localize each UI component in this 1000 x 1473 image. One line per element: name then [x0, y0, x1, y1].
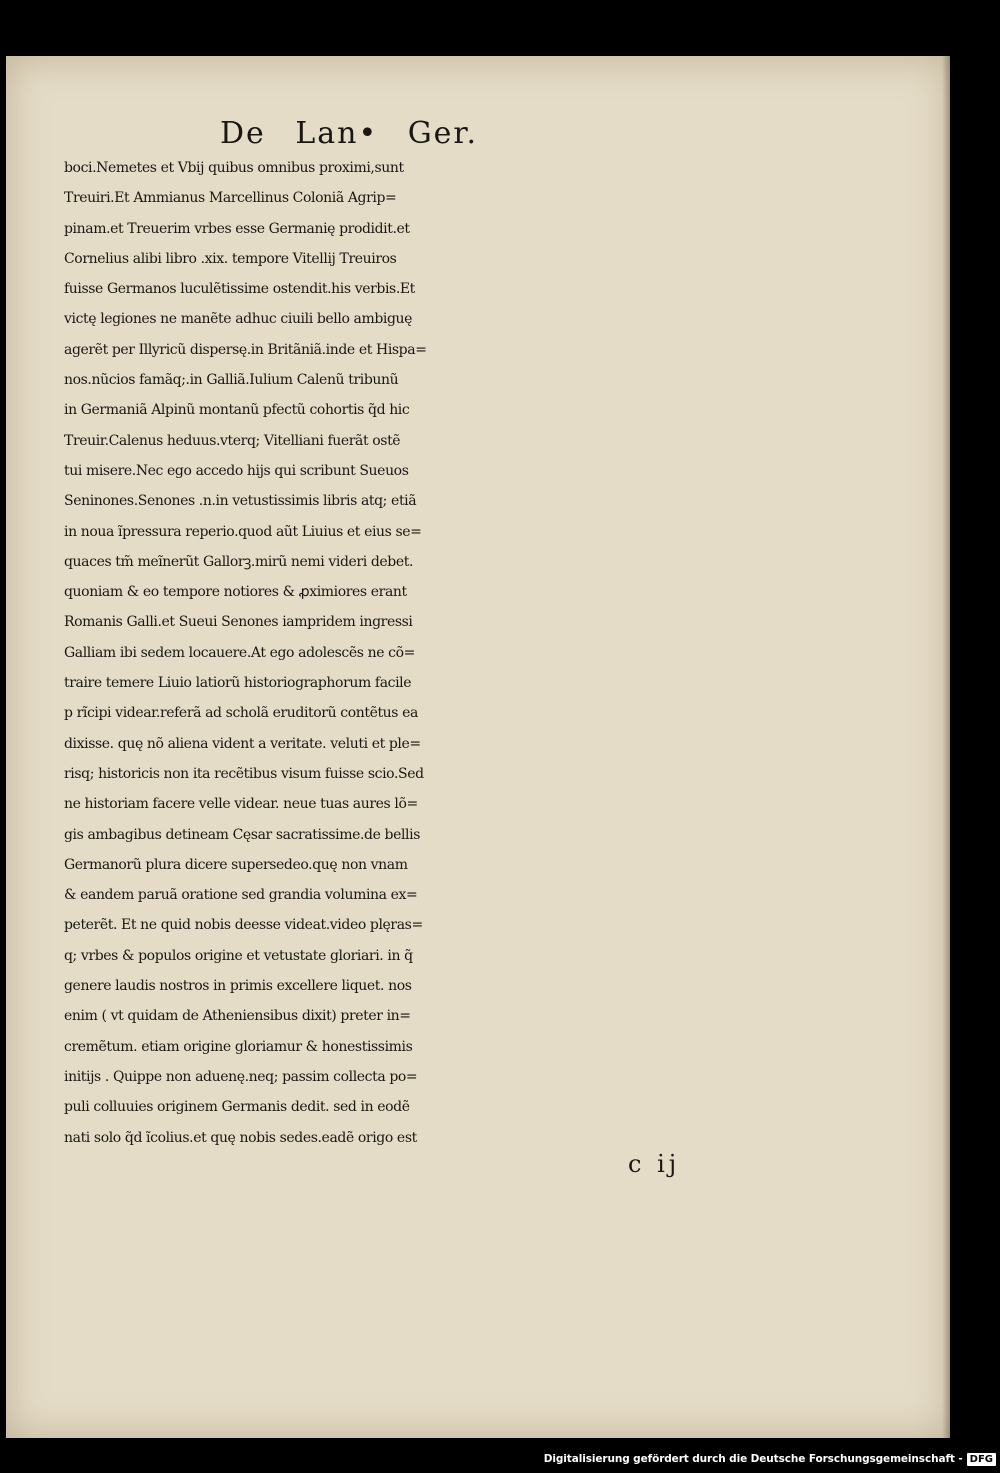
- text-line: agerẽt per Illyricũ dispersę.in Britãniã.inde et Hispa=: [64, 341, 427, 358]
- text-line: Treuiri.Et Ammianus Marcellinus Coloniã Agrip=: [64, 190, 397, 207]
- text-line: risq; historicis non ita recẽtibus visum fuisse scio.Sed: [64, 765, 424, 782]
- signature-mark: c ij: [628, 1150, 681, 1178]
- text-line: tui misere.Nec ego accedo hijs qui scribunt Sueuos: [64, 462, 409, 479]
- text-line: Treuir.Calenus heduus.vterq; Vitelliani fuerãt ostẽ: [64, 432, 401, 449]
- text-line: cremẽtum. etiam origine gloriamur & honestissimis: [64, 1038, 413, 1055]
- text-line: Seninones.Senones .n.in vetustissimis libris atq; etiã: [64, 493, 417, 510]
- text-line: fuisse Germanos luculẽtissime ostendit.his verbis.Et: [64, 281, 415, 298]
- text-line: Romanis Galli.et Sueui Senones iampridem ingressi: [64, 614, 413, 631]
- text-line: in Germaniã Alpinũ montanũ pfectũ cohortis q̃d hic: [64, 402, 410, 419]
- text-line: pinam.et Treuerim vrbes esse Germanię prodidit.et: [64, 220, 410, 237]
- text-line: puli colluuies originem Germanis dedit. sed in eodẽ: [64, 1099, 410, 1116]
- text-line: quaces tm̃ meĩnerũt Gallorꝫ.mirũ nemi videri debet.: [64, 553, 414, 570]
- text-line: ne historiam facere velle videar. neue tuas aures lõ=: [64, 796, 418, 813]
- text-line: Germanorũ plura dicere supersedeo.quę non vnam: [64, 856, 408, 873]
- text-line: genere laudis nostros in primis excellere liquet. nos: [64, 978, 412, 995]
- text-line: traire temere Liuio latiorũ historiographorum facile: [64, 675, 412, 692]
- text-line: boci.Nemetes et Vbij quibus omnibus proximi,sunt: [64, 160, 404, 176]
- text-line: enim ( vt quidam de Atheniensibus dixit) preter in=: [64, 1008, 411, 1025]
- text-line: p rĩcipi videar.referã ad scholã eruditorũ contẽtus ea: [64, 705, 418, 722]
- text-line: nos.nũcios famãq;.in Galliã.Iulium Calenũ tribunũ: [64, 372, 399, 389]
- text-line: gis ambagibus detineam Cęsar sacratissime.de bellis: [64, 826, 420, 843]
- footer-credit: [544, 1451, 996, 1467]
- running-header: De Lan• Ger.: [220, 116, 479, 151]
- text-line: victę legiones ne manẽte adhuc ciuili bello ambiguę: [64, 311, 413, 328]
- text-line: initijs . Quippe non aduenę.neq; passim collecta po=: [64, 1068, 418, 1085]
- text-line: Galliam ibi sedem locauere.At ego adolescẽs ne cõ=: [64, 644, 415, 661]
- text-line: peterẽt. Et ne quid nobis deesse videat.video plęras=: [64, 917, 423, 934]
- text-line: & eandem paruã oratione sed grandia volumina ex=: [64, 887, 418, 904]
- text-line: quoniam & eo tempore notiores & ꝓximiores erant: [64, 584, 407, 601]
- footer-credit-text: Digitalisierung gefördert durch die Deutsche Forschungsgemeinschaft -: [543, 1453, 963, 1465]
- dfg-logo: DFG: [967, 1453, 996, 1466]
- text-line: dixisse. quę nõ aliena vident a veritate. veluti et ple=: [64, 735, 421, 752]
- text-line: nati solo q̃d ĩcolius.et quę nobis sedes.eadẽ origo est: [64, 1129, 417, 1146]
- text-line: q; vrbes & populos origine et vetustate gloriari. in q̃: [64, 947, 413, 964]
- body-text: [64, 153, 720, 1153]
- text-line: Cornelius alibi libro .xix. tempore Vitellij Treuiros: [64, 250, 397, 267]
- text-line: in noua ĩpressura reperio.quod aũt Liuius et eius se=: [64, 523, 422, 540]
